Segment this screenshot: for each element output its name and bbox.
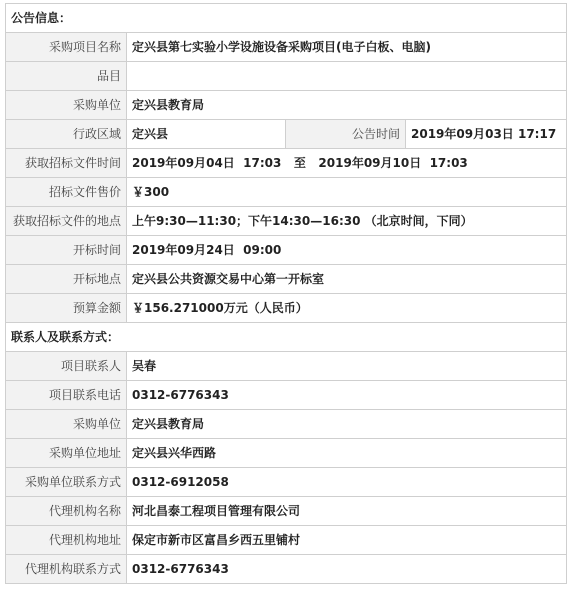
table-row xyxy=(6,410,567,439)
field-label: 开标时间 xyxy=(6,236,127,265)
purchaser-contact-value: 0312-6912058 xyxy=(127,468,567,497)
table-row xyxy=(6,497,567,526)
region-value: 定兴县 xyxy=(127,120,286,149)
item-value xyxy=(127,62,567,91)
table-row xyxy=(6,439,567,468)
field-label: 项目联系电话 xyxy=(6,381,127,410)
table-row xyxy=(6,555,567,584)
field-label: 代理机构名称 xyxy=(6,497,127,526)
field-label: 行政区域 xyxy=(6,120,127,149)
table-row xyxy=(6,178,567,207)
agency-contact-value: 0312-6776343 xyxy=(127,555,567,584)
doc-place-value: 上午9:30—11:30；下午14:30—16:30 （北京时间，下同） xyxy=(127,207,567,236)
open-place-value: 定兴县公共资源交易中心第一开标室 xyxy=(127,265,567,294)
table-row xyxy=(6,236,567,265)
table-row xyxy=(6,91,567,120)
field-label: 采购单位联系方式 xyxy=(6,468,127,497)
table-row xyxy=(6,526,567,555)
field-label: 采购项目名称 xyxy=(6,33,127,62)
doc-price-value: ￥300 xyxy=(127,178,567,207)
table-row xyxy=(6,381,567,410)
budget-value: ￥156.271000万元（人民币） xyxy=(127,294,567,323)
project-phone-value: 0312-6776343 xyxy=(127,381,567,410)
section-header-row xyxy=(6,323,567,352)
field-label: 预算金额 xyxy=(6,294,127,323)
table-row xyxy=(6,149,567,178)
project-contact-value: 吴春 xyxy=(127,352,567,381)
field-label: 开标地点 xyxy=(6,265,127,294)
field-label: 项目联系人 xyxy=(6,352,127,381)
field-label: 获取招标文件时间 xyxy=(6,149,127,178)
table-row xyxy=(6,352,567,381)
open-time-value: 2019年09月24日 09:00 xyxy=(127,236,567,265)
announcement-table xyxy=(5,3,567,584)
table-row xyxy=(6,120,567,149)
purchaser-unit-value: 定兴县教育局 xyxy=(127,410,567,439)
table-row xyxy=(6,468,567,497)
field-label: 公告时间 xyxy=(286,120,406,149)
purchaser-address-value: 定兴县兴华西路 xyxy=(127,439,567,468)
section-title-contact: 联系人及联系方式： xyxy=(6,323,567,352)
table-row xyxy=(6,207,567,236)
field-label: 采购单位地址 xyxy=(6,439,127,468)
table-row xyxy=(6,294,567,323)
field-label: 招标文件售价 xyxy=(6,178,127,207)
agency-name-value: 河北昌泰工程项目管理有限公司 xyxy=(127,497,567,526)
doc-period-value: 2019年09月04日 17:03 至 2019年09月10日 17:03 xyxy=(127,149,567,178)
section-title-notice: 公告信息： xyxy=(6,4,567,33)
field-label: 代理机构地址 xyxy=(6,526,127,555)
announce-time-value: 2019年09月03日 17:17 xyxy=(406,120,567,149)
field-label: 获取招标文件的地点 xyxy=(6,207,127,236)
field-label: 品目 xyxy=(6,62,127,91)
table-row xyxy=(6,62,567,91)
agency-address-value: 保定市新市区富昌乡西五里铺村 xyxy=(127,526,567,555)
field-label: 采购单位 xyxy=(6,410,127,439)
section-header-row xyxy=(6,4,567,33)
table-row xyxy=(6,265,567,294)
field-label: 采购单位 xyxy=(6,91,127,120)
table-row xyxy=(6,33,567,62)
project-name-value: 定兴县第七实验小学设施设备采购项目(电子白板、电脑) xyxy=(127,33,567,62)
purchaser-value: 定兴县教育局 xyxy=(127,91,567,120)
field-label: 代理机构联系方式 xyxy=(6,555,127,584)
